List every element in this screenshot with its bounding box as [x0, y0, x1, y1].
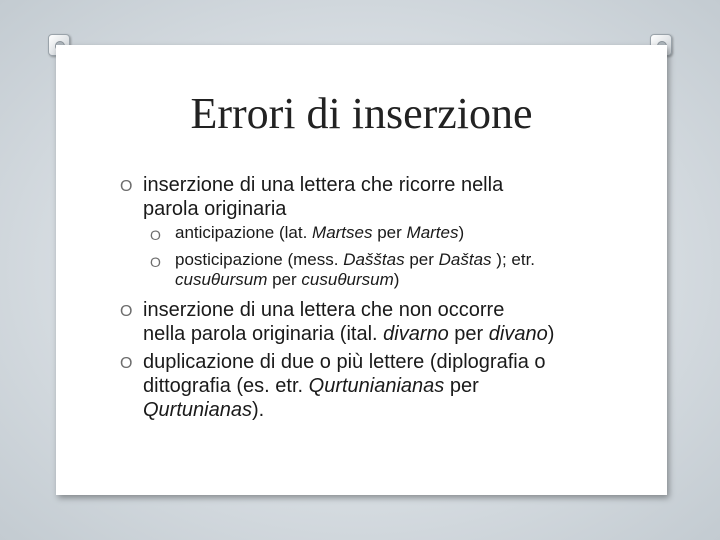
sub-bullet-item [150, 250, 635, 290]
italic-term: cusuθursum [301, 270, 394, 289]
italic-term: Qurtunianas [143, 399, 252, 421]
bullet-marker-icon: O [150, 227, 161, 243]
italic-term: Qurtunianianas [308, 375, 445, 397]
bullet-item [120, 350, 593, 422]
bullet-text [120, 350, 593, 422]
bullet-line: inserzione di una lettera che non occorre [143, 299, 505, 321]
italic-term: divarno [383, 323, 449, 345]
sub-bullet-item [150, 223, 635, 243]
italic-term: cusuθursum [175, 270, 268, 289]
bullet-item [120, 298, 593, 346]
bullet-text: anticipazione (lat. Martses per Martes) [175, 223, 465, 242]
bullet-marker-icon: O [120, 178, 133, 195]
italic-term: Martses [312, 223, 373, 242]
bullet-line: cusuθursum per cusuθursum) [175, 270, 400, 289]
slide-title: Errori di inserzione [190, 89, 533, 138]
bullet-line: duplicazione di due o più lettere (diplografia o [143, 351, 546, 373]
bullet-line: posticipazione (mess. Dašštas per Daštas ); etr. [175, 250, 536, 269]
italic-term: Daštas [438, 250, 492, 269]
bullet-marker-icon: O [120, 355, 133, 372]
bullet-text [150, 250, 635, 290]
bullet-text [120, 173, 593, 221]
italic-term: Dašštas [343, 250, 405, 269]
bullet-line: dittografia (es. etr. Qurtunianianas per [143, 375, 479, 397]
bullet-line: nella parola originaria (ital. divarno per divano) [143, 323, 555, 345]
bullet-marker-icon: O [150, 254, 161, 270]
bullet-text [120, 298, 593, 346]
bullet-line: parola originaria [143, 198, 287, 220]
bullet-line: inserzione di una lettera che ricorre nella [143, 174, 504, 196]
italic-term: Martes [406, 223, 459, 242]
bullet-item [120, 173, 593, 221]
italic-term: divano [488, 323, 548, 345]
bullet-line: Qurtunianas). [143, 399, 265, 421]
bullet-marker-icon: O [120, 303, 133, 320]
